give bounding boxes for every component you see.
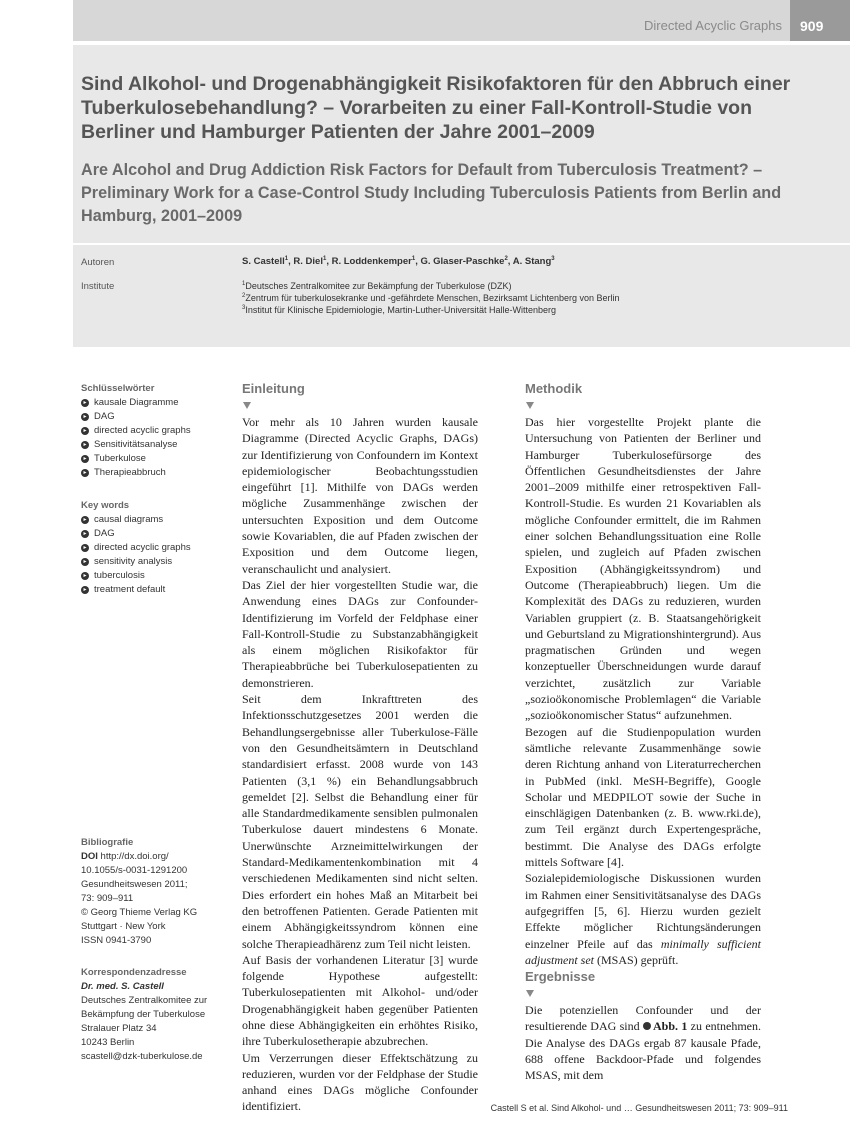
keywords-german	[81, 382, 231, 480]
arrow-circle-icon: ▸	[81, 544, 89, 552]
author-name: G. Glaser-Paschke	[420, 256, 505, 268]
keyword-label: DAG	[94, 411, 115, 422]
bib-line: Stuttgart · New York	[81, 921, 166, 932]
triangle-marker-icon	[526, 990, 534, 997]
affiliation-number: 2	[242, 293, 246, 299]
paragraph	[525, 870, 761, 968]
arrow-circle-icon: ▸	[81, 469, 89, 477]
triangle-marker-icon	[526, 402, 534, 409]
triangle-marker-icon	[243, 402, 251, 409]
text-run: (MSAS) geprüft.	[594, 952, 679, 967]
author-separator: ,	[415, 256, 421, 268]
paragraph: Um Verzerrungen dieser Effektschätzung zu reduzieren, wurden vor der Feldphase der Studie anhand eines DAGs mögliche Confounder identifiziert.	[242, 1050, 478, 1114]
text-run: Die potenziellen Confounder und der resultierende DAG sind	[525, 1003, 761, 1034]
address-line: 10243 Berlin	[81, 1037, 135, 1048]
bibliography-heading: Bibliografie	[81, 837, 134, 848]
correspondence	[81, 966, 231, 1064]
ergebnisse-heading: Ergebnisse	[525, 969, 596, 984]
keyword-item	[81, 424, 231, 438]
title-english: Are Alcohol and Drug Addiction Risk Factors for Default from Tuberculosis Treatment? – Preliminary Work for a Case-Control Study Including Tuberculosis Patients from Berlin and Hamburg, 2001–2009	[81, 161, 782, 225]
affiliation-number: 1	[411, 256, 416, 262]
keyword-item	[81, 396, 231, 410]
arrow-circle-icon: ▸	[81, 572, 89, 580]
institute-name: Deutsches Zentralkomitee zur Bekämpfung der Tuberkulose (DZK)	[245, 281, 512, 291]
ergebnisse-text	[525, 1002, 761, 1083]
arrow-circle-icon: ▸	[81, 441, 89, 449]
keywords-german-heading: Schlüsselwörter	[81, 383, 155, 394]
text-run: Sozialepidemiologische Diskussionen wurden im Rahmen einer Sensitivitätsanalyse des DAGs aufgegriffen [5, 6]. Hierzu wurden gezielt Effekte möglicher Richtungsänderungen einzelner Pfeile auf das	[525, 871, 761, 951]
paragraph	[525, 1002, 761, 1083]
arrow-circle-icon: ▸	[81, 399, 89, 407]
bib-line: ISSN 0941-3790	[81, 935, 152, 946]
keyword-item	[81, 541, 231, 555]
affiliation-number: 3	[551, 256, 555, 262]
author-name: R. Diel	[293, 256, 323, 268]
paragraph: Vor mehr als 10 Jahren wurden kausale Diagramme (Directed Acyclic Graphs, DAGs) zur Identifizierung von Confoundern im Kontext epidemiologischer Beobachtungsstudien eingeführt [1]. Mithilfe von DAGs werden mögliche Zusammenhänge zwischen der untersuchten Exposition und dem Outcome sowie Kovariablen, die auf Pfaden zwischen der Exposition und dem Outcome liegen, veranschaulicht und analysiert.	[242, 415, 478, 576]
affiliation-number: 1	[242, 281, 246, 287]
arrow-circle-icon: ▸	[81, 558, 89, 566]
arrow-circle-icon: ▸	[81, 427, 89, 435]
institutes-label: Institute	[81, 281, 115, 292]
keyword-label: causal diagrams	[94, 514, 164, 525]
author-name: A. Stang	[512, 256, 552, 268]
keyword-label: Therapieabbruch	[94, 467, 166, 478]
keyword-item	[81, 527, 231, 541]
figure-reference[interactable]: Abb. 1	[652, 1019, 688, 1034]
bibliography	[81, 836, 231, 948]
methodik-text	[525, 414, 761, 968]
keywords-english-heading: Key words	[81, 500, 130, 511]
keyword-item	[81, 438, 231, 452]
institute-line	[242, 281, 511, 291]
affiliation-number: 1	[284, 256, 289, 262]
bib-line: Gesundheitswesen 2011;	[81, 879, 188, 890]
arrow-circle-icon: ▸	[81, 455, 89, 463]
bib-line: 73: 909–911	[81, 893, 134, 904]
institute-line	[242, 305, 556, 315]
keyword-item	[81, 583, 231, 597]
running-header	[73, 0, 850, 41]
keyword-label: sensitivity analysis	[94, 556, 173, 567]
methodik-heading: Methodik	[525, 381, 583, 396]
bib-line: © Georg Thieme Verlag KG	[81, 907, 198, 918]
keyword-item	[81, 452, 231, 466]
affiliation-number: 3	[242, 305, 246, 311]
arrow-circle-icon	[643, 1022, 651, 1030]
keyword-item	[81, 569, 231, 583]
correspondence-name: Dr. med. S. Castell	[81, 981, 164, 992]
keyword-label: tuberculosis	[94, 570, 145, 581]
affiliation-number: 1	[322, 256, 327, 262]
paragraph: Auf Basis der vorhandenen Literatur [3] wurde folgende Hypothese aufgestellt: Tuberkulosepatienten mit Alkohol- und/oder Drogenabhängigkeit haben gegenüber Patienten ohne diese Abhängigkeiten ein erhöhtes Risiko, ihre Tuberkulosetherapie abzubrechen.	[242, 952, 478, 1049]
author-list	[242, 256, 555, 267]
email-link[interactable]: scastell@dzk-tuberkulose.de	[81, 1051, 203, 1062]
institute-name: Institut für Klinische Epidemiologie, Martin-Luther-Universität Halle-Wittenberg	[245, 305, 556, 315]
author-separator: ,	[288, 256, 294, 268]
einleitung-text	[242, 414, 478, 1115]
institute-name: Zentrum für tuberkulosekranke und -gefährdete Menschen, Bezirksamt Lichtenberg von Berlin	[245, 293, 620, 303]
title-german: Sind Alkohol- und Drogenabhängigkeit Risikofaktoren für den Abbruch einer Tuberkulosebehandlung? – Vorarbeiten zu einer Fall-Kontroll-Studie von Berliner und Hamburger Patienten der Jahre 2001–2009	[81, 73, 791, 143]
doi-label: DOI	[81, 851, 98, 862]
author-name: S. Castell	[242, 256, 285, 268]
bib-line: 10.1055/s-0031-1291200	[81, 865, 188, 876]
paragraph: Seit dem Inkrafttreten des Infektionsschutzgesetzes 2001 werden die Behandlungsergebnisse aller Tuberkulose-Fälle von den Gesundheitsämtern in Deutschland standardisiert erfasst. 2008 wurde von 143 Patienten (3,1 %) ein Behandlungsabbruch gemeldet [2]. Selbst die Behandlung einer für alle Standardmedikamente sensiblen pulmonalen Tuberkulose dauert mindestens 6 Monate. Unerwünschte Arzneimittelwirkungen der Standard-Medikamentenkombination mit 4 verschiedenen Medikamenten sind nicht selten. Dies erfordert ein hohes Maß an Mitarbeit bei den betroffenen Patienten. Gerade Patienten mit einem Abhängigkeitssyndrom können eine solche Therapieadhärenz zum Teil nicht leisten.	[242, 692, 478, 951]
correspondence-heading: Korrespondenzadresse	[81, 967, 187, 978]
bib-line[interactable]: http://dx.doi.org/	[100, 851, 169, 862]
affiliation-number: 2	[504, 256, 508, 262]
italic-term: minimally sufficient adjustment set	[525, 936, 761, 967]
text-run: zu entnehmen. Die Analyse des DAGs ergab 87 kausale Pfade, 688 offene Backdoor-Pfade und folgendes MSAS, mit dem	[525, 1019, 761, 1083]
keyword-label: DAG	[94, 528, 115, 539]
keyword-label: directed acyclic graphs	[94, 542, 191, 553]
arrow-circle-icon: ▸	[81, 413, 89, 421]
keyword-label: kausale Diagramme	[94, 397, 179, 408]
arrow-circle-icon: ▸	[81, 586, 89, 594]
address-line: Deutsches Zentralkomitee zur	[81, 995, 208, 1006]
paragraph: Das hier vorgestellte Projekt plante die Untersuchung von Patienten der Berliner und Hamburger Tuberkulosefürsorge des Öffentlichen Gesundheitsdienstes der Jahre 2001–2009 mithilfe einer retrospektiven Fall-Kontroll-Studie. Es wurden 21 Kovariablen als mögliche Confounder ermittelt, die im Rahmen einer solchen Behandlungssituation eine Rolle spielen, und zugleich auf Pfaden zwischen Exposition (Abhängigkeitssyndrom) und Outcome (Therapieabbruch) liegen. Um die Komplexität des DAGs zu reduzieren, wurden Variablen gruppiert (z. B. Staatsangehörigkeit und Geburtsland zu Migrationshintergrund). Aus pragmatischen Gründen und wegen konzeptueller Überschneidungen wurde darauf verzichtet, zusätzlich zur Variable „sozioökonomische Problemlagen“ die Variable „sozioökonomischer Status“ aufzunehmen.	[525, 415, 761, 723]
paragraph: Das Ziel der hier vorgestellten Studie war, die Anwendung eines DAGs zur Confounder-Identifizierung im Vorfeld der Feldphase einer Fall-Kontroll-Studie zu Substanzabhängigkeit als einem möglichen Risikofaktor für Therapieabbrüche bei Tuberkulosepatienten zu demonstrieren.	[242, 577, 478, 690]
keyword-item	[81, 555, 231, 569]
einleitung-heading: Einleitung	[242, 381, 305, 396]
keyword-label: Tuberkulose	[94, 453, 146, 464]
address-line: Stralauer Platz 34	[81, 1023, 157, 1034]
keyword-label: treatment default	[94, 584, 166, 595]
arrow-circle-icon: ▸	[81, 530, 89, 538]
keyword-item	[81, 513, 231, 527]
page-number: 909	[790, 0, 850, 41]
keyword-label: Sensitivitätsanalyse	[94, 439, 178, 450]
section-title: Directed Acyclic Graphs	[644, 18, 782, 33]
author-separator: ,	[326, 256, 332, 268]
keywords-english	[81, 499, 231, 597]
author-separator: ,	[507, 256, 513, 268]
keyword-label: directed acyclic graphs	[94, 425, 191, 436]
paragraph: Bezogen auf die Studienpopulation wurden sämtliche relevante Zusammenhänge sowie deren Richtung anhand von Literaturrecherchen in PubMed (inkl. MeSH-Begriffe), Google Scholar und MEDPILOT sowie der Suche in einschlägigen Datenbanken (z. B. www.rki.de), zum Teil ergänzt durch Expertengespräche, bestimmt. Die Analyse des DAGs erfolgte mittels Software [4].	[525, 724, 761, 870]
authors-label: Autoren	[81, 257, 115, 268]
arrow-circle-icon: ▸	[81, 516, 89, 524]
keyword-item	[81, 410, 231, 424]
keyword-item	[81, 466, 231, 480]
address-line: Bekämpfung der Tuberkulose	[81, 1009, 206, 1020]
author-name: R. Loddenkemper	[331, 256, 412, 268]
institute-line	[242, 293, 620, 303]
page-footer: Castell S et al. Sind Alkohol- und … Gesundheitswesen 2011; 73: 909–911	[490, 1103, 788, 1113]
